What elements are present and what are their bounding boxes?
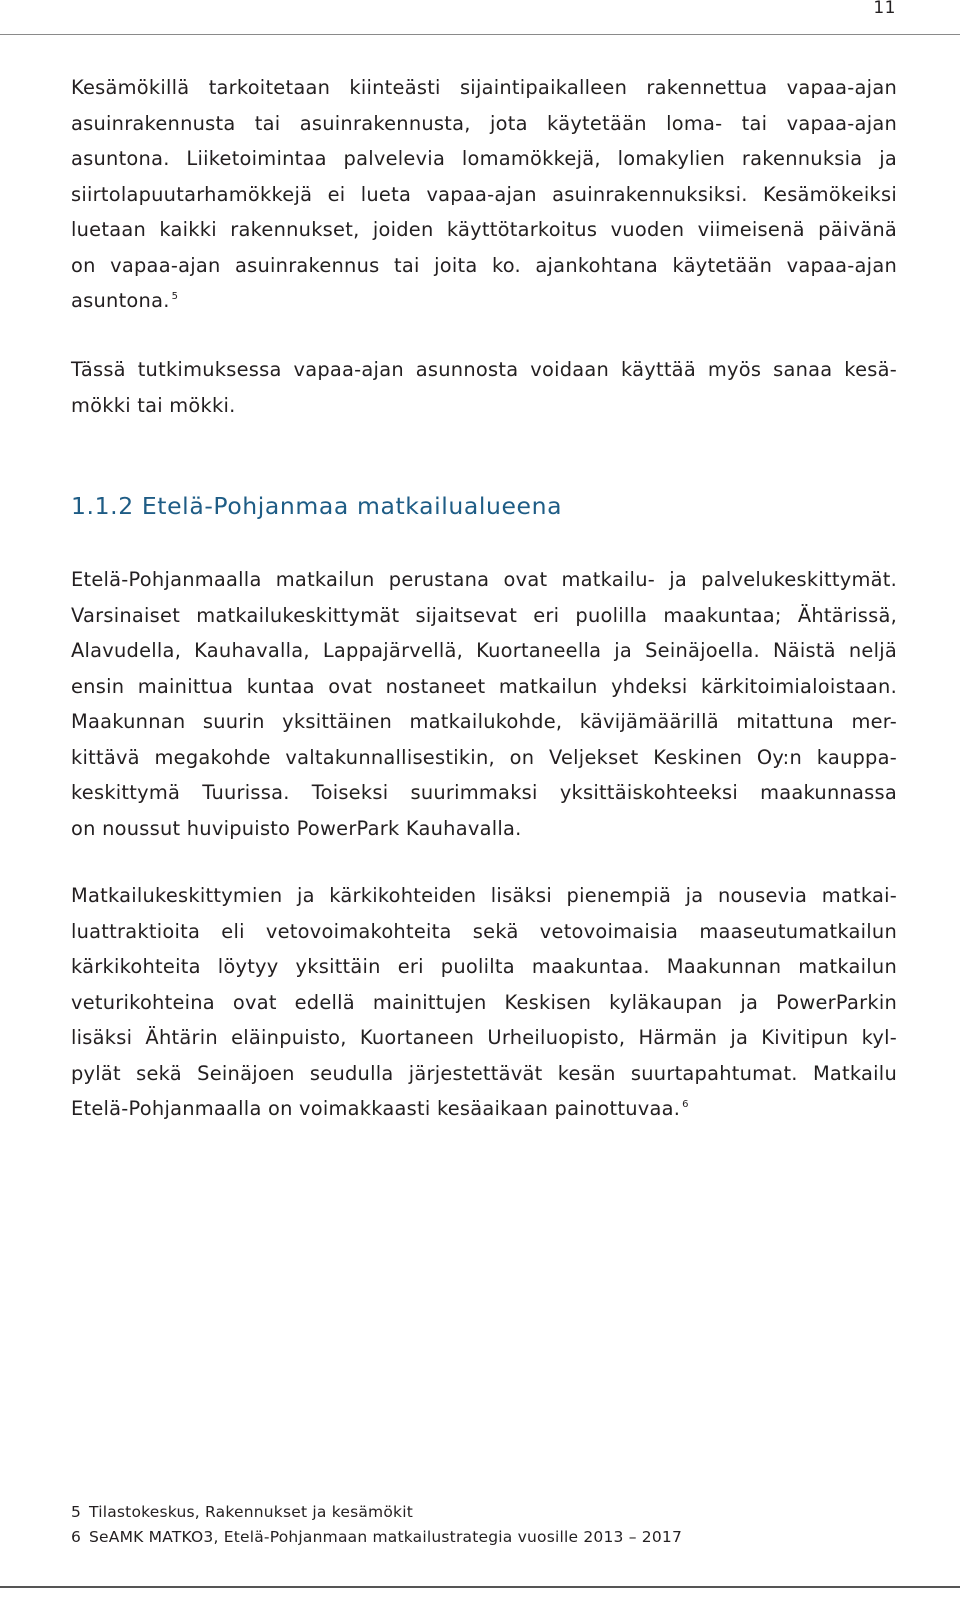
- text-line: ensin mainittua kuntaa ovat nostaneet matkailun yhdeksi kärkitoimialoistaan.: [71, 674, 897, 698]
- text-line: Kesämökillä tarkoitetaan kiinteästi sijaintipaikalleen rakennettua vapaa-ajan: [71, 76, 897, 99]
- footer-rule: [0, 1586, 960, 1588]
- text-line: asuntona. Liiketoimintaa palvelevia lomamökkejä, lomakylien rakennuksia ja: [71, 147, 897, 170]
- paragraph-tourism-centres: [71, 562, 897, 846]
- text-line: Maakunnan suurin yksittäinen matkailukohde, kävijämäärillä mitattuna mer-: [71, 710, 897, 733]
- text-line: veturikohteina ovat edellä mainittujen Keskisen kyläkaupan ja PowerParkin: [71, 990, 897, 1014]
- text-line: kittävä megakohde valtakunnallisestikin, on Veljekset Keskinen Oy:n kauppa-: [71, 745, 897, 769]
- text-line: kärkikohteita löytyy yksittäin eri puolilta maakuntaa. Maakunnan matkailun: [71, 955, 897, 978]
- text-line-content: asuntona.: [71, 289, 170, 312]
- section-heading: 1.1.2 Etelä-Pohjanmaa matkailualueena: [71, 492, 563, 520]
- paragraph-kesamokki-definition: [71, 70, 897, 319]
- text-line: mökki tai mökki.: [71, 393, 236, 417]
- footnote-6: [71, 1525, 682, 1550]
- text-line: Etelä-Pohjanmaalla matkailun perustana ovat matkailu- ja palvelukeskittymät.: [71, 568, 897, 591]
- paragraph-attractions: [71, 878, 897, 1127]
- text-line-last: [71, 1091, 897, 1127]
- text-line: lisäksi Ähtärin eläinpuisto, Kuortaneen Urheiluopisto, Härmän ja Kivitipun kyl-: [71, 1026, 897, 1049]
- footnote-text: Tilastokeskus, Rakennukset ja kesämökit: [89, 1503, 413, 1521]
- text-line: siirtolapuutarhamökkejä ei lueta vapaa-ajan asuinrakennuksiksi. Kesämökeiksi: [71, 182, 897, 206]
- page-number: 11: [873, 0, 896, 18]
- text-line-last: [71, 283, 897, 319]
- text-line: on vapaa-ajan asuinrakennus tai joita ko. ajankohtana käytetään vapaa-ajan: [71, 253, 897, 277]
- footnote-5: [71, 1500, 682, 1525]
- text-line: keskittymä Tuurissa. Toiseksi suurimmaksi yksittäiskohteeksi maakunnassa: [71, 781, 897, 804]
- text-line: Matkailukeskittymien ja kärkikohteiden lisäksi pienempiä ja nousevia matkai-: [71, 884, 897, 907]
- text-line: pylät sekä Seinäjoen seudulla järjestettävät kesän suurtapahtumat. Matkailu: [71, 1061, 897, 1085]
- text-line: Varsinaiset matkailukeskittymät sijaitsevat eri puolilla maakuntaa; Ähtärissä,: [71, 603, 897, 627]
- footnote-number: 5: [71, 1503, 82, 1521]
- text-line: Tässä tutkimuksessa vapaa-ajan asunnosta voidaan käyttää myös sanaa kesä-: [71, 358, 897, 381]
- paragraph-term-usage: [71, 352, 897, 423]
- footnotes: [71, 1500, 682, 1550]
- text-line: Alavudella, Kauhavalla, Lappajärvellä, Kuortaneella ja Seinäjoella. Näistä neljä: [71, 639, 897, 662]
- footnote-ref-6: 6: [682, 1099, 689, 1110]
- footnote-ref-5: 5: [171, 291, 179, 302]
- footnote-text: SeAMK MATKO3, Etelä-Pohjanmaan matkailustrategia vuosille 2013 – 2017: [89, 1528, 683, 1546]
- text-line: luetaan kaikki rakennukset, joiden käyttötarkoitus vuoden viimeisenä päivänä: [71, 218, 897, 241]
- text-line: luattraktioita eli vetovoimakohteita sekä vetovoimaisia maaseutumatkailun: [71, 919, 897, 943]
- header-rule: [0, 34, 960, 35]
- text-line: asuinrakennusta tai asuinrakennusta, jota käytetään loma- tai vapaa-ajan: [71, 111, 897, 135]
- text-line-content: Etelä-Pohjanmaalla on voimakkaasti kesäaikaan painottuvaa.: [71, 1097, 681, 1120]
- footnote-number: 6: [71, 1528, 82, 1546]
- text-line: on noussut huvipuisto PowerPark Kauhavalla.: [71, 816, 522, 840]
